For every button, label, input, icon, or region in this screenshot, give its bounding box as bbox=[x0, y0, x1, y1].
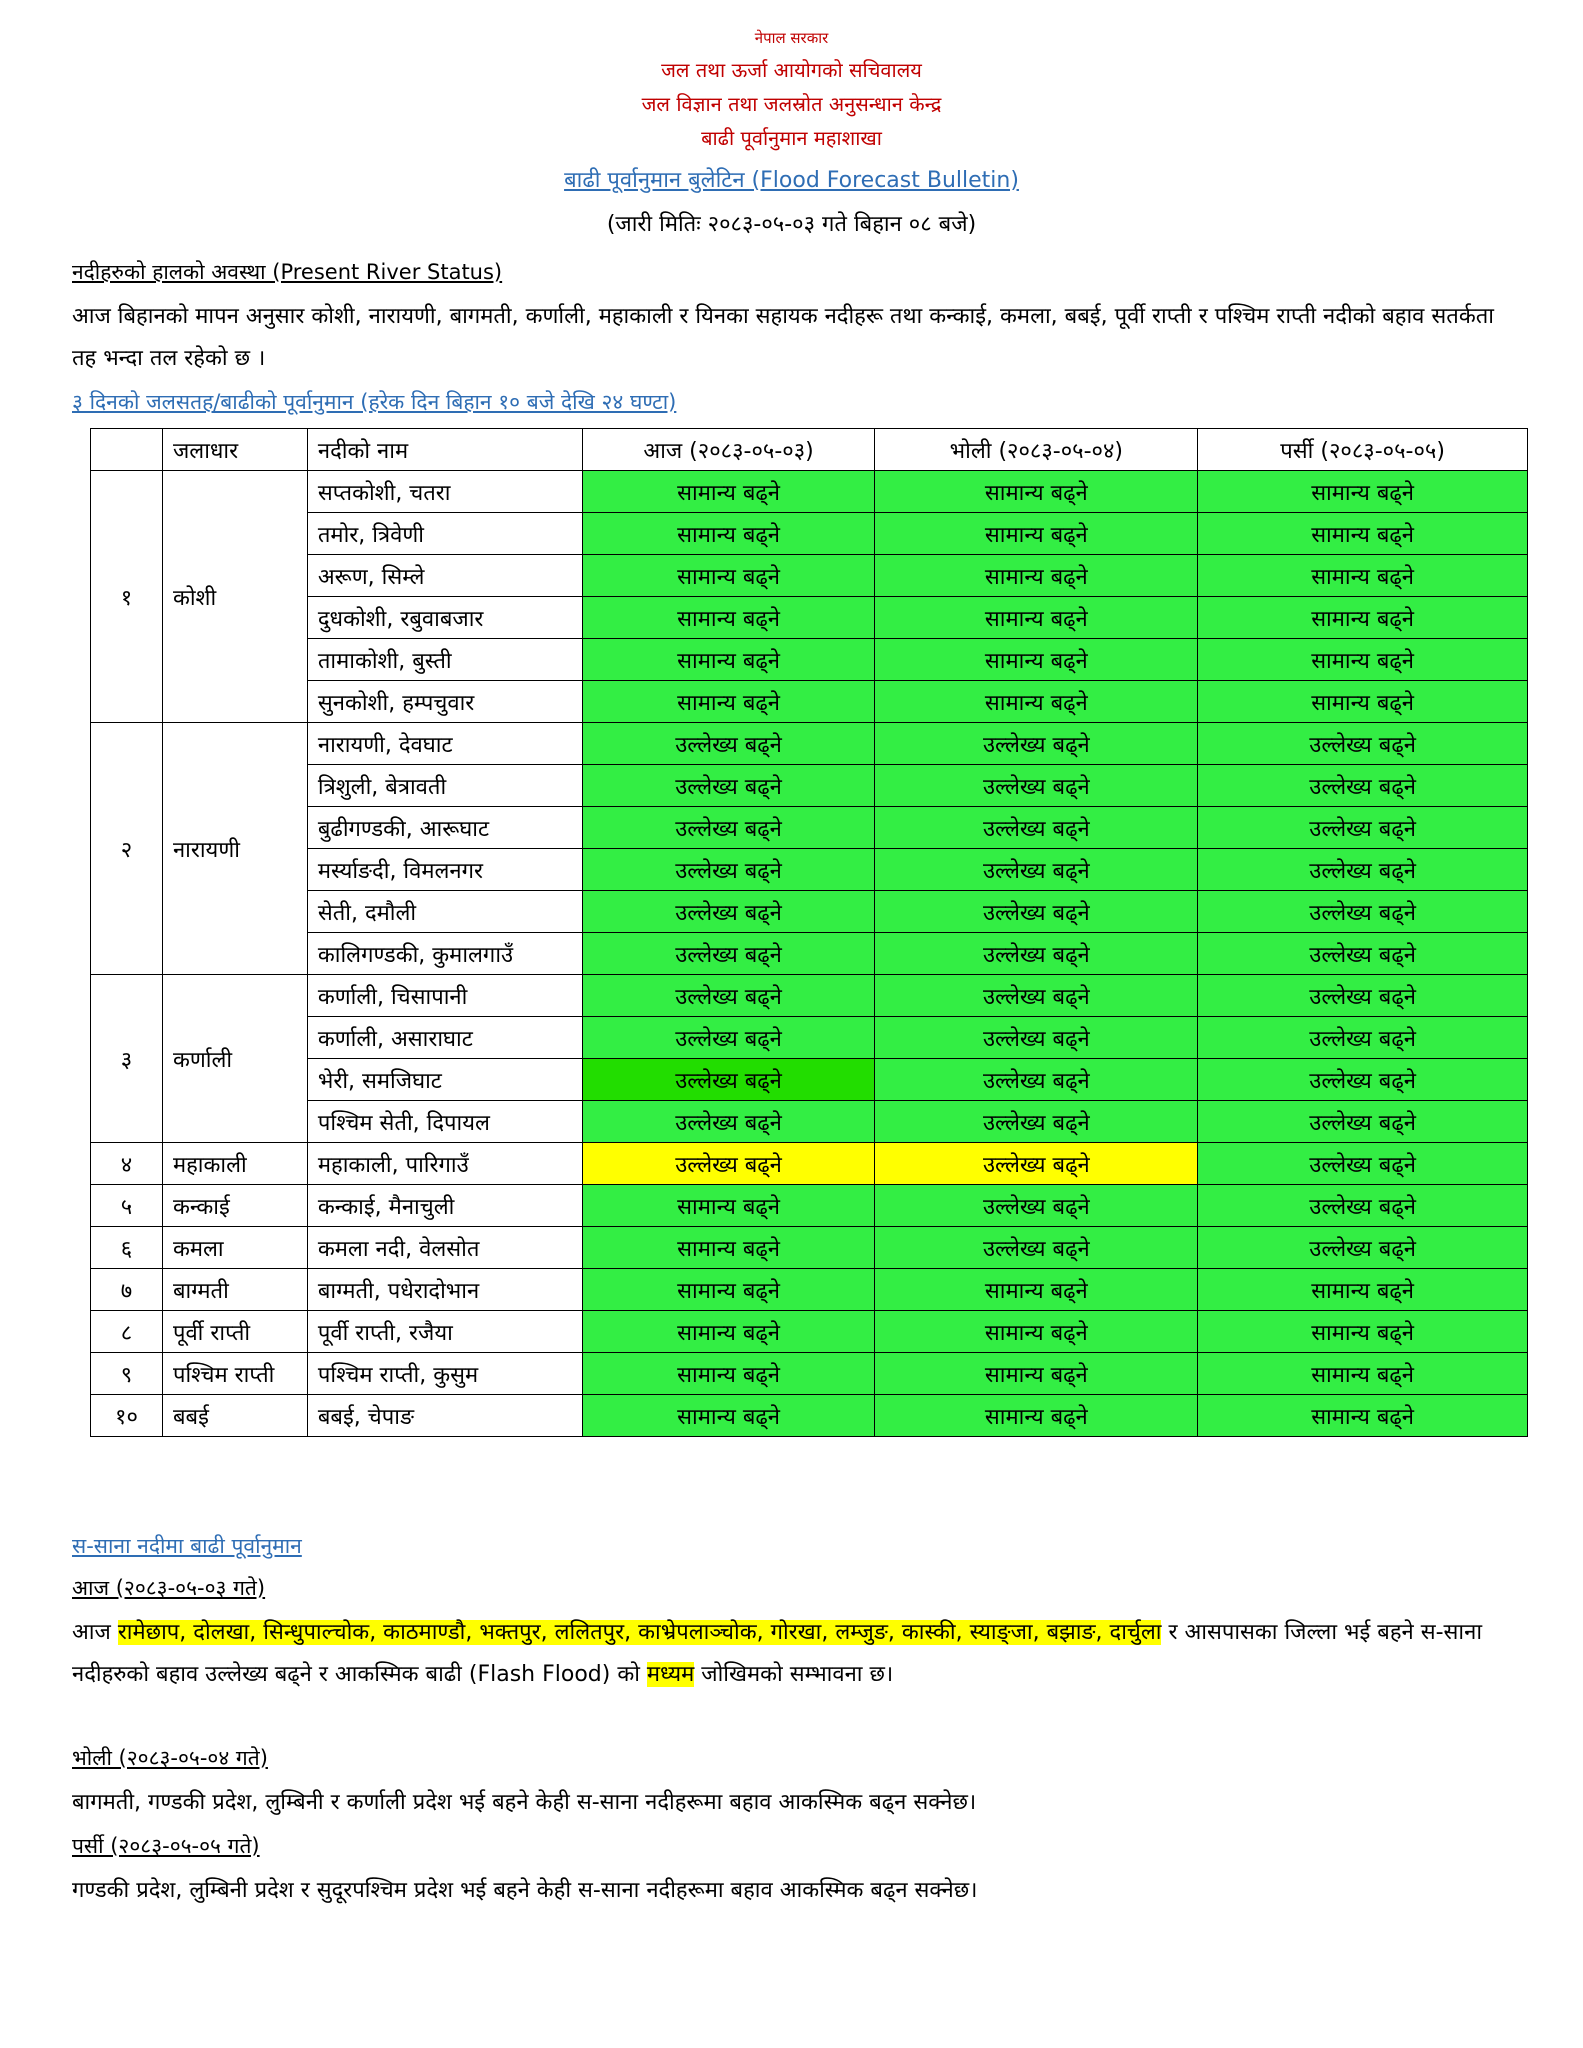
table-header-row bbox=[91, 429, 1528, 471]
basin-name: कन्काई bbox=[162, 1185, 307, 1227]
station-name: पूर्वी राप्ती, रजैया bbox=[307, 1311, 582, 1353]
station-name: सप्तकोशी, चतरा bbox=[307, 471, 582, 513]
forecast-cell-day1: उल्लेख्य बढ्ने bbox=[582, 807, 875, 849]
basin-name: पूर्वी राप्ती bbox=[162, 1311, 307, 1353]
forecast-cell-day3: सामान्य बढ्ने bbox=[1198, 1395, 1528, 1437]
forecast-cell-day1: उल्लेख्य बढ्ने bbox=[582, 1017, 875, 1059]
forecast-table-body bbox=[91, 471, 1528, 1437]
forecast-cell-day1: उल्लेख्य बढ्ने bbox=[582, 765, 875, 807]
forecast-cell-day1: सामान्य बढ्ने bbox=[582, 513, 875, 555]
tomorrow-text: बागमती, गण्डकी प्रदेश, लुम्बिनी र कर्णाली प्रदेश भई बहने केही स-साना नदीहरूमा बहाव आकस्मिक बढ्न सक्नेछ। bbox=[72, 1790, 977, 1815]
present-status-heading: नदीहरुको हालको अवस्था (Present River Status) bbox=[72, 260, 503, 284]
forecast-cell-day1: सामान्य बढ्ने bbox=[582, 1353, 875, 1395]
forecast-cell-day3: उल्लेख्य बढ्ने bbox=[1198, 1059, 1528, 1101]
table-row bbox=[91, 1143, 1528, 1185]
forecast-cell-day2: सामान्य बढ्ने bbox=[875, 681, 1198, 723]
forecast-cell-day2: उल्लेख्य बढ्ने bbox=[875, 849, 1198, 891]
basin-name: बबई bbox=[162, 1395, 307, 1437]
forecast-cell-day1: सामान्य बढ्ने bbox=[582, 639, 875, 681]
forecast-cell-day3: सामान्य बढ्ने bbox=[1198, 597, 1528, 639]
basin-number: ४ bbox=[91, 1143, 163, 1185]
forecast-cell-day1: सामान्य बढ्ने bbox=[582, 597, 875, 639]
forecast-cell-day2: उल्लेख्य बढ्ने bbox=[875, 1143, 1198, 1185]
forecast-cell-day3: उल्लेख्य बढ्ने bbox=[1198, 975, 1528, 1017]
forecast-cell-day1: सामान्य बढ्ने bbox=[582, 1395, 875, 1437]
station-name: पश्चिम सेती, दिपायल bbox=[307, 1101, 582, 1143]
table-row bbox=[91, 1311, 1528, 1353]
forecast-cell-day1: उल्लेख्य बढ्ने bbox=[582, 975, 875, 1017]
station-name: कन्काई, मैनाचुली bbox=[307, 1185, 582, 1227]
today-heading: आज (२०८३-०५-०३ गते) bbox=[72, 1576, 266, 1600]
basin-number: ७ bbox=[91, 1269, 163, 1311]
basin-number: ५ bbox=[91, 1185, 163, 1227]
today-text bbox=[72, 1612, 1512, 1696]
forecast-heading: ३ दिनको जलसतह/बाढीको पूर्वानुमान (हरेक दिन बिहान १० बजे देखि २४ घण्टा) bbox=[72, 390, 677, 414]
station-name: तामाकोशी, बुस्ती bbox=[307, 639, 582, 681]
forecast-cell-day3: उल्लेख्य बढ्ने bbox=[1198, 849, 1528, 891]
forecast-cell-day1: सामान्य बढ्ने bbox=[582, 1269, 875, 1311]
government-name: नेपाल सरकार bbox=[754, 29, 829, 47]
basin-number: १ bbox=[91, 471, 163, 723]
small-rivers-heading: स-साना नदीमा बाढी पूर्वानुमान bbox=[72, 1534, 302, 1558]
table-row bbox=[91, 723, 1528, 765]
column-header: पर्सी (२०८३-०५-०५) bbox=[1198, 429, 1528, 471]
forecast-cell-day1: उल्लेख्य बढ्ने bbox=[582, 1101, 875, 1143]
forecast-cell-day1: उल्लेख्य बढ्ने bbox=[582, 723, 875, 765]
forecast-cell-day3: उल्लेख्य बढ्ने bbox=[1198, 933, 1528, 975]
column-header bbox=[91, 429, 163, 471]
forecast-cell-day1: उल्लेख्य बढ्ने bbox=[582, 891, 875, 933]
forecast-cell-day1: उल्लेख्य बढ्ने bbox=[582, 933, 875, 975]
forecast-cell-day2: उल्लेख्य बढ्ने bbox=[875, 933, 1198, 975]
forecast-cell-day2: सामान्य बढ्ने bbox=[875, 555, 1198, 597]
table-row bbox=[91, 471, 1528, 513]
forecast-cell-day3: सामान्य बढ्ने bbox=[1198, 1269, 1528, 1311]
table-row bbox=[91, 1269, 1528, 1311]
forecast-cell-day2: उल्लेख्य बढ्ने bbox=[875, 1227, 1198, 1269]
forecast-cell-day2: सामान्य बढ्ने bbox=[875, 597, 1198, 639]
forecast-cell-day2: सामान्य बढ्ने bbox=[875, 513, 1198, 555]
station-name: कर्णाली, चिसापानी bbox=[307, 975, 582, 1017]
present-status-text: आज बिहानको मापन अनुसार कोशी, नारायणी, बागमती, कर्णाली, महाकाली र यिनका सहायक नदीहरू तथा कन्काई, कमला, बबई, पूर्वी राप्ती र पश्चिम राप्ती नदीको बहाव सतर्कता तह भन्दा तल रहेको छ । bbox=[72, 304, 1494, 371]
station-name: त्रिशुली, बेत्रावती bbox=[307, 765, 582, 807]
station-name: अरूण, सिम्ले bbox=[307, 555, 582, 597]
basin-name: नारायणी bbox=[162, 723, 307, 975]
forecast-cell-day3: सामान्य बढ्ने bbox=[1198, 681, 1528, 723]
forecast-cell-day3: उल्लेख्य बढ्ने bbox=[1198, 891, 1528, 933]
forecast-cell-day2: सामान्य बढ्ने bbox=[875, 1395, 1198, 1437]
today-risk-level: मध्यम bbox=[646, 1662, 695, 1687]
basin-name: कमला bbox=[162, 1227, 307, 1269]
forecast-cell-day2: सामान्य बढ्ने bbox=[875, 639, 1198, 681]
ministry-name: जल तथा ऊर्जा आयोगको सचिवालय bbox=[661, 58, 922, 82]
forecast-cell-day2: उल्लेख्य बढ्ने bbox=[875, 891, 1198, 933]
department-name: जल विज्ञान तथा जलस्रोत अनुसन्धान केन्द्र bbox=[641, 92, 942, 116]
table-row bbox=[91, 1353, 1528, 1395]
station-name: कर्णाली, असाराघाट bbox=[307, 1017, 582, 1059]
forecast-cell-day2: उल्लेख्य बढ्ने bbox=[875, 1059, 1198, 1101]
station-name: बुढीगण्डकी, आरूघाट bbox=[307, 807, 582, 849]
forecast-cell-day2: सामान्य बढ्ने bbox=[875, 1311, 1198, 1353]
forecast-cell-day2: सामान्य बढ्ने bbox=[875, 471, 1198, 513]
today-mid: र आसपासका जिल्ला भई बहने स-साना नदीहरुको बहाव उल्लेख्य बढ्ने र आकस्मिक बाढी (Flash Flood) को bbox=[72, 1620, 1483, 1687]
forecast-cell-day1: सामान्य बढ्ने bbox=[582, 1227, 875, 1269]
forecast-cell-day1: सामान्य बढ्ने bbox=[582, 1311, 875, 1353]
station-name: मर्स्याङदी, विमलनगर bbox=[307, 849, 582, 891]
today-suffix: जोखिमको सम्भावना छ। bbox=[694, 1662, 894, 1687]
basin-name: महाकाली bbox=[162, 1143, 307, 1185]
today-prefix: आज bbox=[72, 1620, 118, 1645]
forecast-cell-day1: सामान्य बढ्ने bbox=[582, 1185, 875, 1227]
station-name: भेरी, समजिघाट bbox=[307, 1059, 582, 1101]
forecast-cell-day2: उल्लेख्य बढ्ने bbox=[875, 765, 1198, 807]
forecast-cell-day2: उल्लेख्य बढ्ने bbox=[875, 1185, 1198, 1227]
forecast-cell-day1: उल्लेख्य बढ्ने bbox=[582, 849, 875, 891]
forecast-cell-day3: सामान्य बढ्ने bbox=[1198, 555, 1528, 597]
basin-number: ८ bbox=[91, 1311, 163, 1353]
station-name: बबई, चेपाङ bbox=[307, 1395, 582, 1437]
forecast-cell-day3: उल्लेख्य बढ्ने bbox=[1198, 1185, 1528, 1227]
station-name: दुधकोशी, रबुवाबजार bbox=[307, 597, 582, 639]
station-name: पश्चिम राप्ती, कुसुम bbox=[307, 1353, 582, 1395]
forecast-cell-day3: सामान्य बढ्ने bbox=[1198, 1311, 1528, 1353]
station-name: नारायणी, देवघाट bbox=[307, 723, 582, 765]
station-name: सेती, दमौली bbox=[307, 891, 582, 933]
forecast-cell-day1: सामान्य बढ्ने bbox=[582, 471, 875, 513]
forecast-table bbox=[90, 428, 1528, 1437]
forecast-cell-day3: सामान्य बढ्ने bbox=[1198, 1353, 1528, 1395]
forecast-cell-day2: उल्लेख्य बढ्ने bbox=[875, 975, 1198, 1017]
forecast-cell-day3: उल्लेख्य बढ्ने bbox=[1198, 807, 1528, 849]
dayafter-text: गण्डकी प्रदेश, लुम्बिनी प्रदेश र सुदूरपश्चिम प्रदेश भई बहने केही स-साना नदीहरूमा बहाव आकस्मिक बढ्न सक्नेछ। bbox=[72, 1878, 978, 1903]
issue-date: (जारी मितिः २०८३-०५-०३ गते बिहान ०८ बजे) bbox=[606, 212, 977, 237]
basin-number: २ bbox=[91, 723, 163, 975]
forecast-cell-day3: उल्लेख्य बढ्ने bbox=[1198, 765, 1528, 807]
forecast-cell-day3: सामान्य बढ्ने bbox=[1198, 471, 1528, 513]
table-row bbox=[91, 975, 1528, 1017]
station-name: महाकाली, पारिगाउँ bbox=[307, 1143, 582, 1185]
column-header: नदीको नाम bbox=[307, 429, 582, 471]
station-name: कमला नदी, वेलसोत bbox=[307, 1227, 582, 1269]
basin-name: कर्णाली bbox=[162, 975, 307, 1143]
basin-number: ९ bbox=[91, 1353, 163, 1395]
basin-number: १० bbox=[91, 1395, 163, 1437]
basin-name: कोशी bbox=[162, 471, 307, 723]
column-header: जलाधार bbox=[162, 429, 307, 471]
table-row bbox=[91, 1227, 1528, 1269]
forecast-cell-day3: उल्लेख्य बढ्ने bbox=[1198, 1227, 1528, 1269]
station-name: कालिगण्डकी, कुमालगाउँ bbox=[307, 933, 582, 975]
column-header: आज (२०८३-०५-०३) bbox=[582, 429, 875, 471]
forecast-cell-day1: सामान्य बढ्ने bbox=[582, 681, 875, 723]
tomorrow-heading: भोली (२०८३-०५-०४ गते) bbox=[72, 1746, 268, 1770]
forecast-cell-day1: सामान्य बढ्ने bbox=[582, 555, 875, 597]
forecast-cell-day2: सामान्य बढ्ने bbox=[875, 1269, 1198, 1311]
column-header: भोली (२०८३-०५-०४) bbox=[875, 429, 1198, 471]
forecast-cell-day3: उल्लेख्य बढ्ने bbox=[1198, 1017, 1528, 1059]
basin-name: पश्चिम राप्ती bbox=[162, 1353, 307, 1395]
bulletin-title: बाढी पूर्वानुमान बुलेटिन (Flood Forecast Bulletin) bbox=[564, 168, 1019, 193]
station-name: सुनकोशी, हम्पचुवार bbox=[307, 681, 582, 723]
forecast-cell-day1: उल्लेख्य बढ्ने bbox=[582, 1059, 875, 1101]
table-row bbox=[91, 1185, 1528, 1227]
table-row bbox=[91, 1395, 1528, 1437]
basin-number: ६ bbox=[91, 1227, 163, 1269]
dayafter-heading: पर्सी (२०८३-०५-०५ गते) bbox=[72, 1834, 260, 1858]
forecast-cell-day3: उल्लेख्य बढ्ने bbox=[1198, 1143, 1528, 1185]
station-name: तमोर, त्रिवेणी bbox=[307, 513, 582, 555]
forecast-cell-day3: उल्लेख्य बढ्ने bbox=[1198, 1101, 1528, 1143]
forecast-cell-day2: सामान्य बढ्ने bbox=[875, 1353, 1198, 1395]
forecast-cell-day3: उल्लेख्य बढ्ने bbox=[1198, 723, 1528, 765]
forecast-cell-day2: उल्लेख्य बढ्ने bbox=[875, 1017, 1198, 1059]
station-name: बाग्मती, पधेरादोभान bbox=[307, 1269, 582, 1311]
forecast-cell-day1: उल्लेख्य बढ्ने bbox=[582, 1143, 875, 1185]
division-name: बाढी पूर्वानुमान महाशाखा bbox=[701, 126, 882, 150]
basin-name: बाग्मती bbox=[162, 1269, 307, 1311]
forecast-cell-day2: उल्लेख्य बढ्ने bbox=[875, 1101, 1198, 1143]
today-districts: रामेछाप, दोलखा, सिन्धुपाल्चोक, काठमाण्डौ, भक्तपुर, ललितपुर, काभ्रेपलाञ्चोक, गोरखा, लम्जुङ, कास्की, स्याङ्जा, बझाङ, दार्चुला bbox=[117, 1620, 1162, 1645]
forecast-cell-day2: उल्लेख्य बढ्ने bbox=[875, 807, 1198, 849]
forecast-cell-day3: सामान्य बढ्ने bbox=[1198, 513, 1528, 555]
basin-number: ३ bbox=[91, 975, 163, 1143]
forecast-cell-day3: सामान्य बढ्ने bbox=[1198, 639, 1528, 681]
forecast-cell-day2: उल्लेख्य बढ्ने bbox=[875, 723, 1198, 765]
